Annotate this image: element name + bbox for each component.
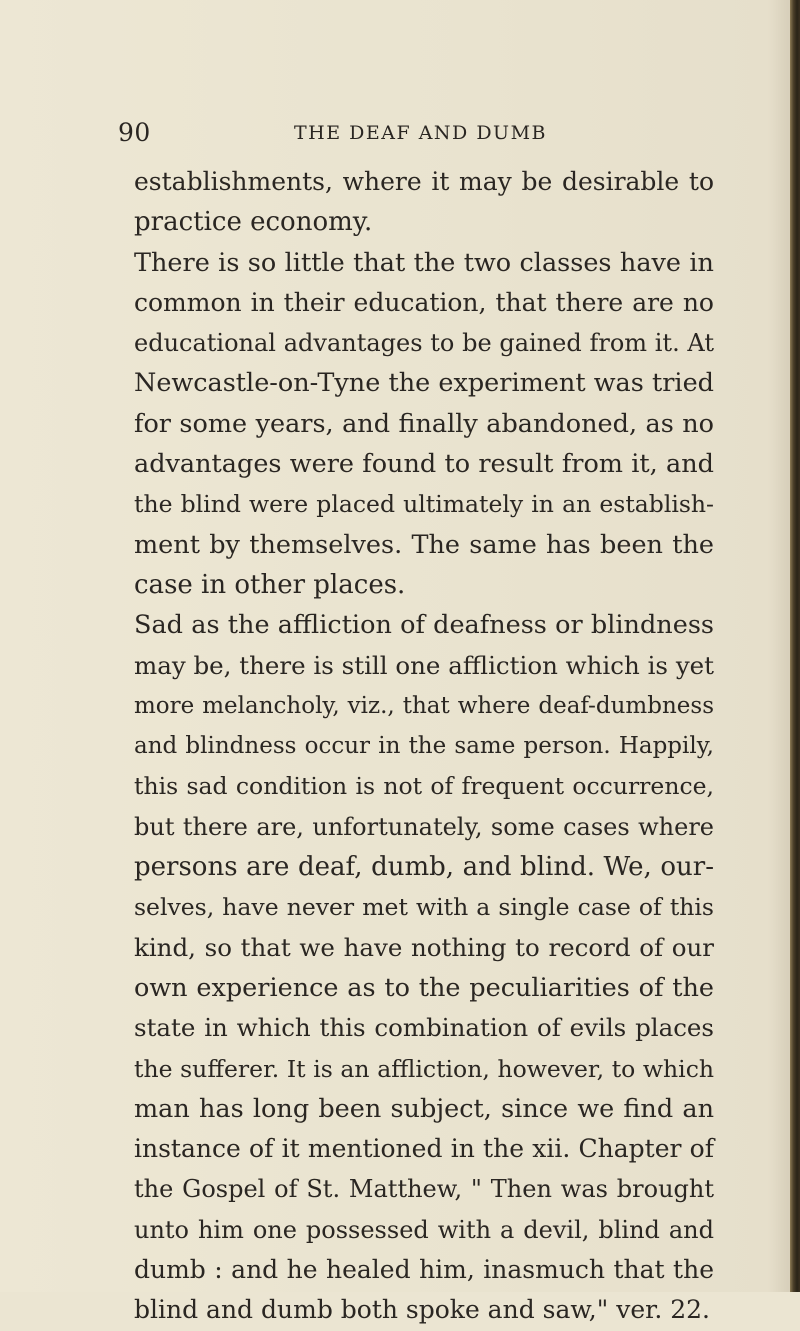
text-line: practice economy.: [134, 207, 373, 238]
text-line: for some years, and finally abandoned, as no: [134, 408, 714, 439]
text-line: dumb : and he healed him, inasmuch that the: [134, 1255, 714, 1285]
text-line: and blindness occur in the same person. Happily,: [134, 733, 714, 760]
body-text: [134, 162, 714, 1331]
text-line: may be, there is still one affliction which is yet: [134, 650, 714, 680]
text-line: own experience as to the peculiarities of the: [134, 972, 714, 1003]
text-line: the blind were placed ultimately in an establish-: [134, 490, 714, 519]
text-line: instance of it mentioned in the xii. Chapter of: [134, 1134, 714, 1164]
page-header: [118, 118, 718, 158]
page-number: 90: [118, 118, 151, 147]
text-line: educational advantages to be gained from it. At: [134, 329, 714, 358]
text-line: selves, have never met with a single case of this: [134, 893, 714, 922]
text-line: unto him one possessed with a devil, blind and: [134, 1215, 714, 1244]
text-line: more melancholy, viz., that where deaf-dumbness: [134, 692, 714, 719]
text-line: persons are deaf, dumb, and blind. We, our-: [134, 852, 714, 883]
text-line: the Gospel of St. Matthew, " Then was brought: [134, 1175, 714, 1204]
text-line: state in which this combination of evils places: [134, 1013, 714, 1043]
text-line: establishments, where it may be desirable to: [134, 167, 714, 196]
text-line: Newcastle-on-Tyne the experiment was tried: [134, 368, 714, 399]
text-line: kind, so that we have nothing to record of our: [134, 932, 714, 962]
text-line: There is so little that the two classes have in: [134, 247, 714, 278]
text-line: blind and dumb both spoke and saw," ver. 22.: [134, 1295, 710, 1325]
text-line: common in their education, that there are no: [134, 287, 714, 317]
text-line: advantages were found to result from it, and: [134, 449, 714, 480]
text-line: case in other places.: [134, 569, 406, 600]
text-line: the sufferer. It is an affliction, however, to which: [134, 1054, 714, 1083]
page-edge: [790, 0, 800, 1292]
running-head: THE DEAF AND DUMB: [294, 122, 547, 144]
text-line: man has long been subject, since we find an: [134, 1093, 714, 1124]
text-line: ment by themselves. The same has been the: [134, 529, 714, 560]
text-line: but there are, unfortunately, some cases where: [134, 812, 714, 841]
text-line: this sad condition is not of frequent occurrence,: [134, 772, 714, 801]
text-line: Sad as the affliction of deafness or blindness: [134, 610, 714, 641]
